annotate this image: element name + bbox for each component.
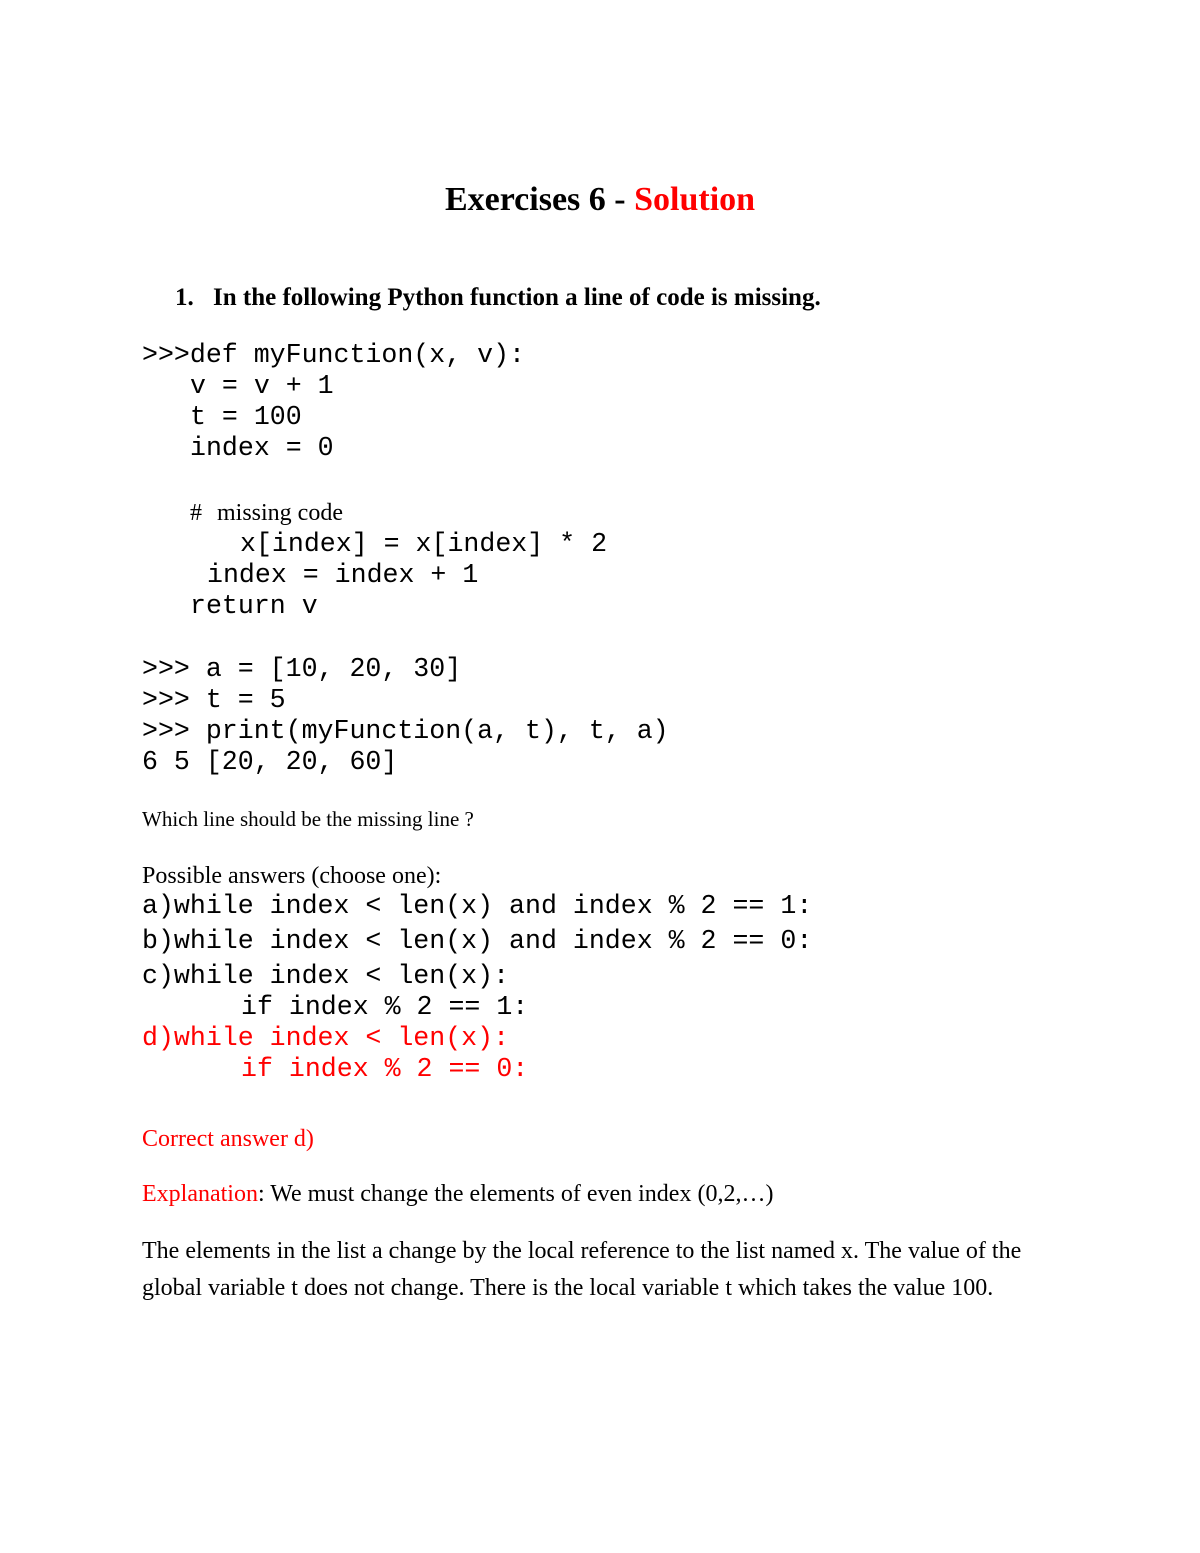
question-number: 1. bbox=[175, 284, 194, 311]
code-line-t: t = 100 bbox=[190, 402, 302, 432]
answers-intro: Possible answers (choose one): bbox=[142, 863, 442, 889]
shell-output: 6 5 [20, 20, 60] bbox=[142, 747, 398, 777]
shell-line-t: >>> t = 5 bbox=[142, 685, 286, 715]
question-text: In the following Python function a line of code is missing. bbox=[213, 284, 821, 311]
explanation bbox=[142, 1176, 773, 1212]
code-line-inc: index = index + 1 bbox=[207, 560, 479, 590]
code-line-return: return v bbox=[190, 591, 318, 621]
title-main: Exercises 6 - bbox=[444, 181, 635, 218]
answer-option-c-line1: c)while index < len(x): bbox=[142, 961, 510, 991]
answer-option-b: b)while index < len(x) and index % 2 == 0: bbox=[142, 926, 813, 956]
question-heading bbox=[175, 280, 821, 316]
title-highlight: Solution bbox=[634, 181, 756, 218]
code-line-v: v = v + 1 bbox=[190, 371, 334, 401]
comment-text: missing code bbox=[217, 500, 343, 526]
answer-option-d-line2: if index % 2 == 0: bbox=[241, 1054, 529, 1084]
explanation-label: Explanation bbox=[142, 1181, 258, 1207]
answer-option-a: a)while index < len(x) and index % 2 == 1: bbox=[142, 891, 813, 921]
page-title bbox=[0, 176, 1200, 224]
code-line-x: x[index] = x[index] * 2 bbox=[240, 529, 608, 559]
explanation-text: We must change the elements of even index (0,2,…) bbox=[264, 1181, 774, 1207]
explanation-paragraph: The elements in the list a change by the local reference to the list named x. The value of the global variable t does not change. There is the local variable t which takes the value 100. bbox=[142, 1238, 1022, 1301]
answer-option-c-line2: if index % 2 == 1: bbox=[241, 992, 529, 1022]
explanation-colon: : bbox=[257, 1181, 265, 1207]
comment-hash: # bbox=[190, 500, 202, 526]
code-line-index: index = 0 bbox=[190, 433, 334, 463]
shell-line-a: >>> a = [10, 20, 30] bbox=[142, 654, 462, 684]
missing-line-prompt: Which line should be the missing line ? bbox=[142, 807, 474, 831]
code-def-line: >>>def myFunction(x, v): bbox=[142, 340, 526, 370]
code-comment bbox=[190, 497, 343, 529]
correct-answer: Correct answer d) bbox=[142, 1126, 314, 1152]
answer-option-d-line1: d)while index < len(x): bbox=[142, 1023, 510, 1053]
shell-line-print: >>> print(myFunction(a, t), t, a) bbox=[142, 716, 669, 746]
